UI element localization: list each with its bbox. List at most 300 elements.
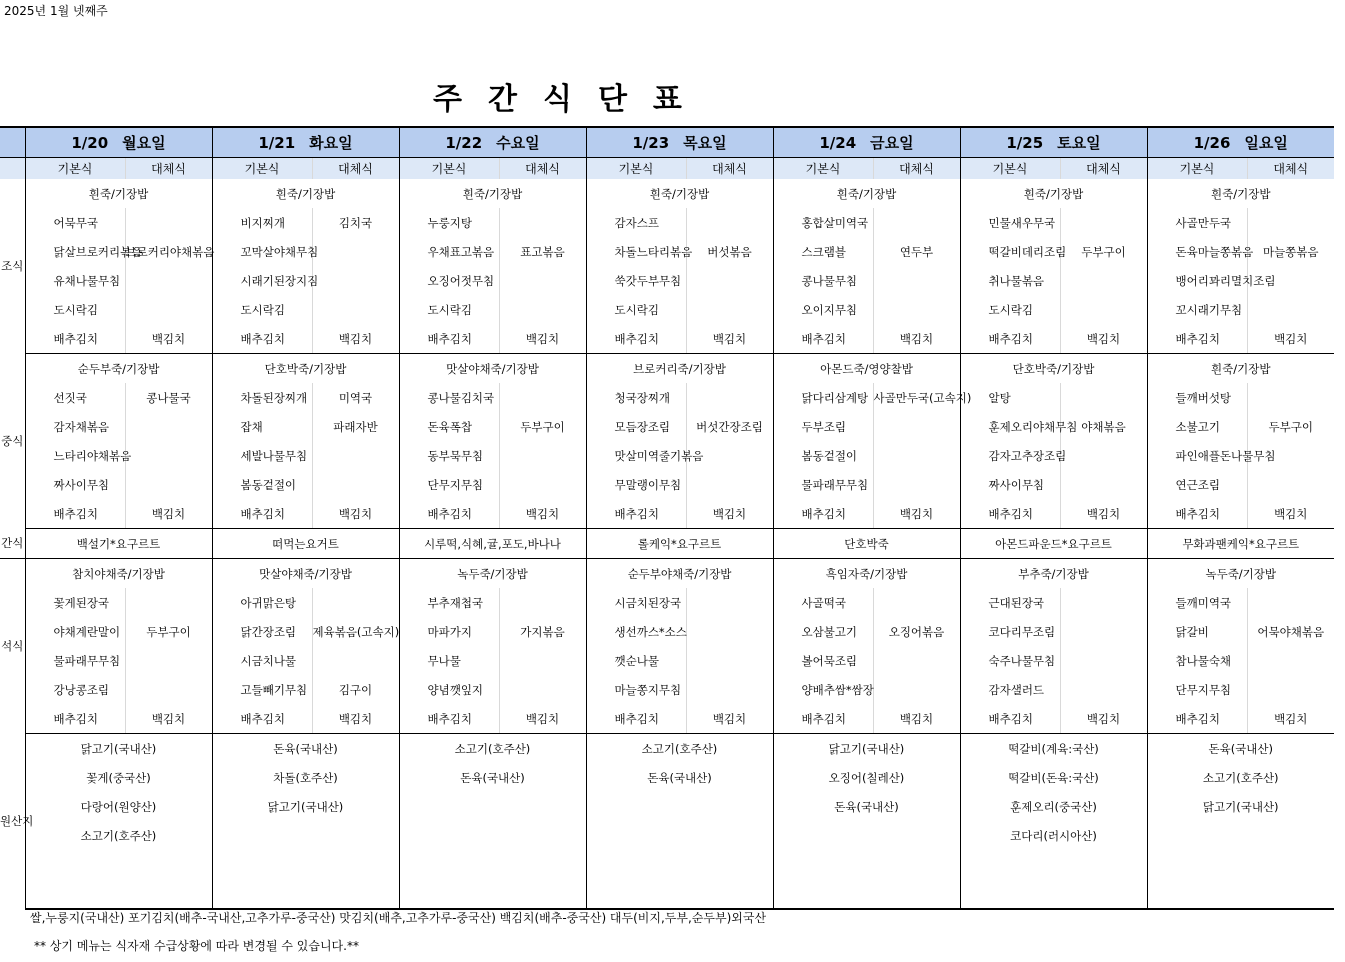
sub-header-basic: 기본식 [399,158,499,180]
menu-item-basic: 꽃게된장국 [25,588,125,617]
menu-item-basic: 민물새우무국 [960,208,1060,237]
menu-item [399,821,586,850]
menu-item-alt [1060,617,1147,646]
menu-item-basic: 우채표고볶음 [399,237,499,266]
menu-item-basic: 오삼불고기 [773,617,873,646]
menu-item-alt [873,295,960,324]
menu-item-basic: 배추김치 [773,704,873,734]
menu-item-alt [1060,441,1147,470]
menu-item-alt [1247,470,1334,499]
menu-item-alt: 백김치 [499,704,586,734]
menu-item [1147,850,1334,879]
day-date: 1/21 [258,134,296,152]
menu-item-basic: 감자채볶음 [25,412,125,441]
menu-item: 소고기(호주산) [1147,763,1334,792]
menu-item-alt: 백김치 [499,324,586,354]
menu-item-basic: 도시락김 [25,295,125,324]
menu-item-basic: 돈육폭찹 [399,412,499,441]
menu-item-basic: 배추김치 [212,704,312,734]
menu-row [0,208,1334,237]
menu-item-basic: 아귀맑은탕 [212,588,312,617]
menu-item: 녹두죽/기장밥 [1147,559,1334,589]
menu-item-alt [125,441,212,470]
menu-item-alt [312,646,399,675]
menu-item-alt [312,470,399,499]
menu-item-basic: 들깨미역국 [1147,588,1247,617]
sub-header-alt: 대체식 [686,158,773,180]
day-header [399,127,586,158]
menu-item-alt [873,412,960,441]
menu-item-alt: 김구이 [312,675,399,704]
menu-item-basic: 두부조림 [773,412,873,441]
menu-item-alt [499,646,586,675]
menu-item-basic: 세발나물무침 [212,441,312,470]
menu-item-alt [686,617,773,646]
menu-item: 흰죽/기장밥 [25,179,212,208]
menu-item-alt: 백김치 [686,704,773,734]
menu-item [1147,879,1334,909]
menu-item: 다랑어(원양산) [25,792,212,821]
menu-item-basic: 배추김치 [25,499,125,529]
menu-item: 흰죽/기장밥 [1147,179,1334,208]
menu-item-basic: 양배추쌈*쌈장 [773,675,873,704]
menu-item-basic: 모듬장조림 [586,412,686,441]
menu-item [586,821,773,850]
section-label: 석식 [1,639,24,654]
menu-item-basic: 배추김치 [399,499,499,529]
menu-item-alt: 김치국 [312,208,399,237]
menu-item-alt [312,266,399,295]
sub-header-alt: 대체식 [1060,158,1147,180]
menu-row [0,237,1334,266]
day-weekday: 월요일 [122,134,166,152]
weekly-menu-table [0,126,1334,910]
menu-item-alt [499,588,586,617]
menu-item-basic: 도시락김 [399,295,499,324]
menu-item-alt [1247,588,1334,617]
menu-item-alt [125,588,212,617]
day-date: 1/25 [1006,134,1044,152]
day-weekday: 금요일 [870,134,914,152]
menu-item-alt: 백김치 [1247,324,1334,354]
menu-item-alt [499,441,586,470]
menu-item-basic: 쑥갓두부무침 [586,266,686,295]
menu-row [0,588,1334,617]
menu-item-alt [312,441,399,470]
menu-item-basic: 배추김치 [773,499,873,529]
menu-item: 돈육(국내산) [586,763,773,792]
menu-item-basic: 봄동겉절이 [212,470,312,499]
day-header [212,127,399,158]
day-weekday: 수요일 [496,134,540,152]
menu-item-alt: 두부구이 [1060,237,1147,266]
menu-item: 돈육(국내산) [1147,734,1334,764]
menu-item-alt [1060,646,1147,675]
menu-item: 부추죽/기장밥 [960,559,1147,589]
menu-item-alt: 백김치 [873,499,960,529]
day-date: 1/26 [1193,134,1231,152]
menu-item-basic: 동부묵무침 [399,441,499,470]
menu-row [0,879,1334,909]
menu-row [0,529,1334,559]
menu-item-basic: 훈제오리야채무침 [960,412,1060,441]
menu-item-alt: 제육볶음(고속지) [312,617,399,646]
menu-item [960,850,1147,879]
menu-item: 닭고기(국내산) [773,734,960,764]
menu-item-alt [1060,675,1147,704]
menu-item-basic: 시금치나물 [212,646,312,675]
menu-item-basic: 시래기된장지짐 [212,266,312,295]
menu-item-alt [686,646,773,675]
menu-item-basic: 짜사이무침 [25,470,125,499]
menu-item-alt [125,470,212,499]
menu-item-basic: 야채계란말이 [25,617,125,646]
day-header [25,127,212,158]
menu-item-basic: 돈육마늘쫑볶음 [1147,237,1247,266]
menu-item-alt: 표고볶음 [499,237,586,266]
menu-item-alt [499,675,586,704]
menu-item-alt: 버섯간장조림 [686,412,773,441]
menu-item [25,850,212,879]
menu-item-alt [312,295,399,324]
menu-item-basic: 단무지무침 [1147,675,1247,704]
menu-item-alt: 어묵야채볶음 [1247,617,1334,646]
menu-item-basic: 누룽지탕 [399,208,499,237]
menu-item: 맛살야채죽/기장밥 [212,559,399,589]
menu-item-basic: 청국장찌개 [586,383,686,412]
menu-item-basic: 차돌느타리볶음 [586,237,686,266]
menu-item-basic: 느타리야채볶음 [25,441,125,470]
menu-item-basic: 떡갈비데리조림 [960,237,1060,266]
menu-item-alt: 백김치 [1060,499,1147,529]
menu-item-basic: 파인애플돈나물무침 [1147,441,1247,470]
menu-item-basic: 배추김치 [586,704,686,734]
menu-item: 돈육(국내산) [773,792,960,821]
menu-item-basic: 소불고기 [1147,412,1247,441]
menu-item-basic: 비지찌개 [212,208,312,237]
menu-item-basic: 선짓국 [25,383,125,412]
menu-item-alt: 백김치 [125,324,212,354]
menu-item [773,879,960,909]
day-weekday: 화요일 [309,134,353,152]
menu-item-alt [873,646,960,675]
menu-item [399,792,586,821]
menu-row [0,266,1334,295]
menu-row [0,470,1334,499]
section-label: 원산지 [0,814,34,829]
menu-item-basic: 오징어젓무침 [399,266,499,295]
menu-item-basic: 배추김치 [773,324,873,354]
menu-item-basic: 차돌된장찌개 [212,383,312,412]
day-header [1147,127,1334,158]
menu-item-alt: 버섯볶음 [686,237,773,266]
menu-item-basic: 꼬막살야채무침 [212,237,312,266]
menu-item: 녹두죽/기장밥 [399,559,586,589]
origin-note: 쌀,누룽지(국내산) 포기김치(배추-국내산,고추가루-중국산) 맛김치(배추,고추가루-중국산) 백김치(배추-중국산) 대두(비지,두부,순두부)외국산 [30,911,767,925]
menu-item-alt: 미역국 [312,383,399,412]
menu-row [0,850,1334,879]
menu-row [0,617,1334,646]
menu-item [212,821,399,850]
menu-item: 소고기(호주산) [25,821,212,850]
menu-item [586,792,773,821]
menu-item-basic: 마늘쫑지무침 [586,675,686,704]
day-header-row [0,127,1334,158]
menu-item-basic: 숙주나물무침 [960,646,1060,675]
menu-item: 단호박죽/기장밥 [960,354,1147,384]
menu-item-alt [873,675,960,704]
menu-item-alt: 백김치 [686,324,773,354]
menu-row [0,704,1334,734]
menu-item-basic: 마파가지 [399,617,499,646]
menu-item-alt [1247,646,1334,675]
menu-item-basic: 홍합살미역국 [773,208,873,237]
sub-header-alt: 대체식 [1247,158,1334,180]
menu-row [0,646,1334,675]
menu-item: 차돌(호주산) [212,763,399,792]
sub-header-basic: 기본식 [960,158,1060,180]
menu-item-basic: 유채나물무침 [25,266,125,295]
menu-item-basic: 도시락김 [586,295,686,324]
menu-item: 롤케익*요구르트 [586,529,773,559]
menu-item-basic: 참나물숙채 [1147,646,1247,675]
page-title: 주간식단표 [433,82,708,117]
menu-item-alt: 백김치 [1247,499,1334,529]
menu-item-basic: 양념깻잎지 [399,675,499,704]
menu-item-basic: 코다리무조림 [960,617,1060,646]
menu-item-basic: 연근조림 [1147,470,1247,499]
menu-item [212,850,399,879]
menu-item-basic: 맛살미역줄기볶음 [586,441,686,470]
menu-row [0,821,1334,850]
menu-item [1147,821,1334,850]
section-label: 조식 [1,259,24,274]
menu-item-alt [686,470,773,499]
menu-item-alt [312,588,399,617]
menu-row [0,559,1334,589]
day-weekday: 목요일 [683,134,727,152]
day-date: 1/22 [445,134,483,152]
menu-item-alt: 두부구이 [1247,412,1334,441]
menu-item-basic: 단무지무침 [399,470,499,499]
menu-item-basic: 감자스프 [586,208,686,237]
menu-item-basic: 짜사이무침 [960,470,1060,499]
menu-row [0,499,1334,529]
menu-item [212,879,399,909]
menu-item-alt [1060,383,1147,412]
menu-item: 흰죽/기장밥 [960,179,1147,208]
sub-header-basic: 기본식 [586,158,686,180]
menu-item: 훈제오리(중국산) [960,792,1147,821]
menu-item-basic: 배추김치 [399,324,499,354]
day-header [586,127,773,158]
menu-item-alt [873,266,960,295]
menu-item-alt [125,646,212,675]
menu-item-basic: 무나물 [399,646,499,675]
day-date: 1/20 [71,134,109,152]
menu-item-alt [686,295,773,324]
menu-item-basic: 감자샐러드 [960,675,1060,704]
corner-cell [0,127,25,158]
menu-item-alt [873,441,960,470]
menu-item-basic: 감자고추장조림 [960,441,1060,470]
menu-item-alt [499,470,586,499]
menu-item-alt [1060,266,1147,295]
sub-header-alt: 대체식 [499,158,586,180]
menu-item-basic: 도시락김 [960,295,1060,324]
menu-item-alt [1060,208,1147,237]
menu-item-basic: 고들빼기무침 [212,675,312,704]
sub-header-row [0,158,1334,180]
menu-item-alt: 백김치 [312,704,399,734]
menu-item-alt [1247,383,1334,412]
menu-item-basic: 닭갈비 [1147,617,1247,646]
day-weekday: 일요일 [1244,134,1288,152]
menu-item-basic: 배추김치 [212,324,312,354]
menu-item: 닭고기(국내산) [1147,792,1334,821]
menu-item-alt: 두부구이 [499,412,586,441]
menu-item-alt [125,412,212,441]
menu-item-basic: 알탕 [960,383,1060,412]
sub-header-basic: 기본식 [212,158,312,180]
menu-row [0,383,1334,412]
menu-item-alt [873,588,960,617]
menu-item-alt: 백김치 [1247,704,1334,734]
sub-header-basic: 기본식 [773,158,873,180]
menu-item: 떡갈비(돈육:국산) [960,763,1147,792]
menu-item-alt [686,208,773,237]
menu-item-alt [1060,295,1147,324]
menu-item-basic: 사골만두국 [1147,208,1247,237]
menu-item-basic: 배추김치 [586,324,686,354]
menu-item: 꽃게(중국산) [25,763,212,792]
menu-item-basic: 깻순나물 [586,646,686,675]
menu-item-alt: 연두부 [873,237,960,266]
menu-item: 흰죽/기장밥 [399,179,586,208]
menu-item: 순두부야채죽/기장밥 [586,559,773,589]
menu-item-basic: 배추김치 [212,499,312,529]
menu-item [960,879,1147,909]
menu-item-basic: 도시락김 [212,295,312,324]
menu-item [399,879,586,909]
menu-row [0,763,1334,792]
menu-item-alt [1060,470,1147,499]
menu-item-alt [686,675,773,704]
menu-item-basic: 오이지무침 [773,295,873,324]
menu-item-basic: 부추재첩국 [399,588,499,617]
menu-item-alt: 백김치 [873,324,960,354]
menu-item-alt [499,208,586,237]
corner-cell [0,158,25,180]
menu-item-alt [312,237,399,266]
menu-item-basic: 뱅어리꽈리멸치조림 [1147,266,1247,295]
menu-item: 순두부죽/기장밥 [25,354,212,384]
menu-item: 맛살야채죽/기장밥 [399,354,586,384]
menu-item-alt [873,470,960,499]
menu-item [773,850,960,879]
menu-item: 백설기*요구르트 [25,529,212,559]
menu-item: 돈육(국내산) [399,763,586,792]
menu-item-basic: 꼬시래기무침 [1147,295,1247,324]
week-label: 2025년 1월 넷째주 [4,4,108,18]
menu-item-alt: 콩나물국 [125,383,212,412]
menu-item-alt: 두부구이 [125,617,212,646]
menu-item-basic: 취나물볶음 [960,266,1060,295]
menu-row [0,354,1334,384]
menu-item-basic: 생선까스*소스 [586,617,686,646]
menu-item-alt [1247,675,1334,704]
menu-item-basic: 잡채 [212,412,312,441]
menu-item: 떡갈비(계육:국산) [960,734,1147,764]
menu-row [0,324,1334,354]
sub-header-basic: 기본식 [25,158,125,180]
menu-item-alt: 브로커리야채볶음 [125,237,212,266]
menu-row [0,179,1334,208]
menu-item-alt [1247,295,1334,324]
menu-item-basic: 들깨버섯탕 [1147,383,1247,412]
menu-item: 브로커리죽/기장밥 [586,354,773,384]
menu-item-alt [499,383,586,412]
menu-item: 흰죽/기장밥 [212,179,399,208]
menu-row [0,792,1334,821]
menu-item-basic: 배추김치 [399,704,499,734]
menu-item-alt [873,208,960,237]
menu-row [0,412,1334,441]
menu-item: 시루떡,식혜,귤,포도,바나나 [399,529,586,559]
menu-item-alt [1060,588,1147,617]
menu-item [773,821,960,850]
menu-item [586,850,773,879]
menu-item-basic: 콩나물무침 [773,266,873,295]
sub-header-basic: 기본식 [1147,158,1247,180]
menu-item-alt: 가지볶음 [499,617,586,646]
menu-item: 닭고기(국내산) [212,792,399,821]
menu-item-alt [125,675,212,704]
menu-item-basic: 물파래무무침 [25,646,125,675]
menu-item-alt: 사골만두국(고속지) [873,383,960,412]
menu-item-basic: 강낭콩조림 [25,675,125,704]
menu-item: 떠먹는요거트 [212,529,399,559]
menu-item-basic: 배추김치 [960,499,1060,529]
menu-item: 흰죽/기장밥 [773,179,960,208]
menu-item-basic: 무말랭이무침 [586,470,686,499]
menu-item-basic: 배추김치 [960,324,1060,354]
day-weekday: 토요일 [1057,134,1101,152]
menu-item-alt [499,266,586,295]
menu-item-alt: 백김치 [125,704,212,734]
menu-item-basic: 배추김치 [1147,704,1247,734]
section-label: 간식 [0,529,25,559]
menu-item-alt: 백김치 [873,704,960,734]
menu-item: 아몬드죽/영양찰밥 [773,354,960,384]
menu-item-alt: 야채볶음 [1060,412,1147,441]
menu-item-alt [125,266,212,295]
disclaimer: ** 상기 메뉴는 식자재 수급상황에 따라 변경될 수 있습니다.** [34,939,359,953]
menu-item-basic: 배추김치 [1147,324,1247,354]
menu-item-alt [686,588,773,617]
menu-item-alt: 백김치 [1060,324,1147,354]
sub-header-alt: 대체식 [312,158,399,180]
menu-item-alt [686,266,773,295]
menu-item-basic: 사골떡국 [773,588,873,617]
menu-item [399,850,586,879]
menu-item: 흰죽/기장밥 [1147,354,1334,384]
menu-item-alt [125,208,212,237]
menu-item-alt [125,295,212,324]
menu-item-alt: 백김치 [312,324,399,354]
menu-item: 단호박죽/기장밥 [212,354,399,384]
menu-item: 돈육(국내산) [212,734,399,764]
